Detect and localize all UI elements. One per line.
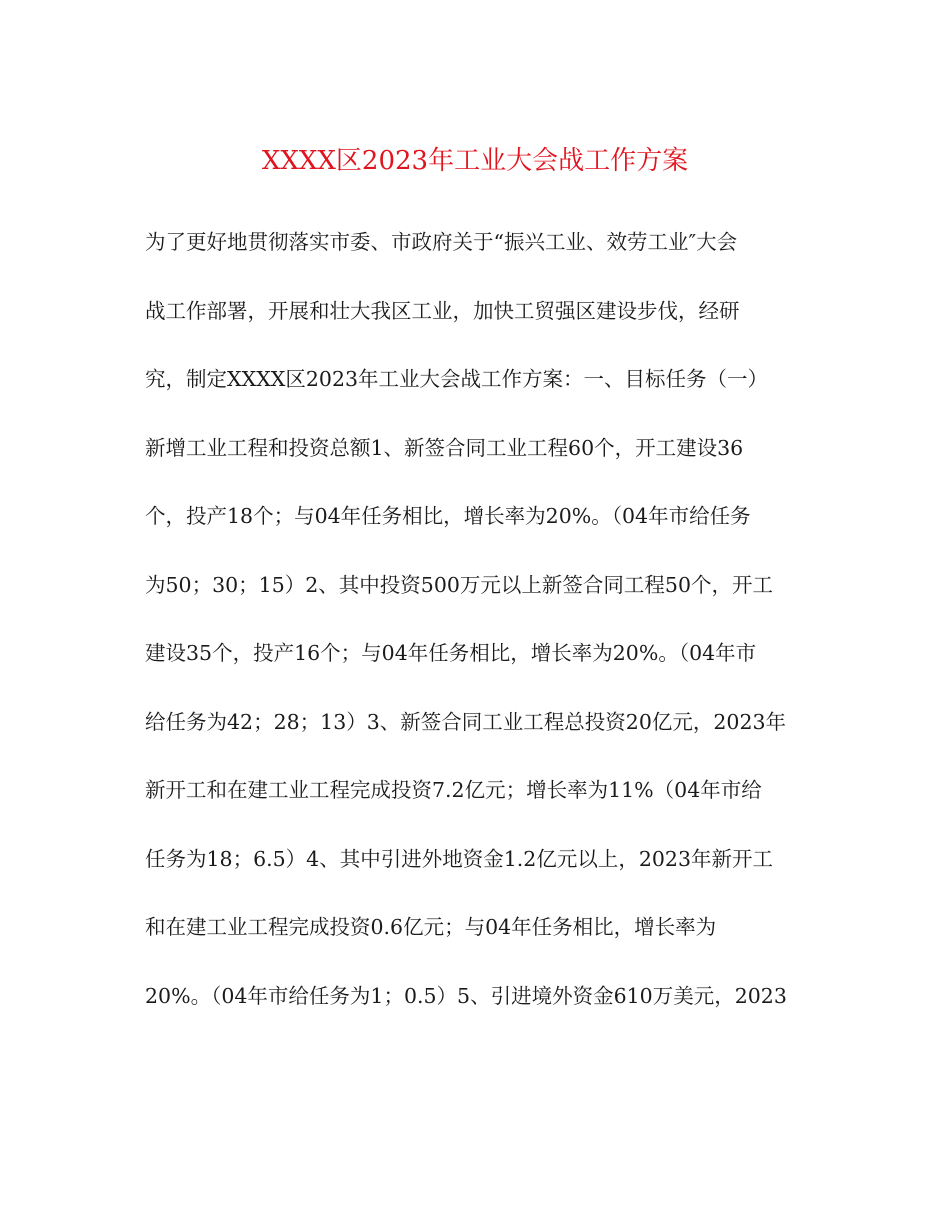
document-body [145,222,810,1044]
body-line: 新增工业工程和投资总额1、新签合同工业工程60个，开工建设36 [145,435,744,460]
body-line: 任务为18；6.5）4、其中引进外地资金1.2亿元以上，2023年新开工 [145,846,774,871]
document-title: XXXX区2023年工业大会战工作方案 [261,146,689,176]
body-line: 个，投产18个；与04年任务相比，增长率为20%。（04年市给任务 [145,504,751,528]
body-line: 战工作部署，开展和壮大我区工业，加快工贸强区建设步伐，经研 [145,298,740,323]
body-line: 建设35个，投产16个；与04年任务相比，增长率为20%。（04年市 [145,641,757,665]
body-line: 20%。（04年市给任务为1；0.5）5、引进境外资金610万美元，2023 [145,983,787,1008]
body-line: 究，制定XXXX区2023年工业大会战工作方案：一、目标任务（一） [145,367,769,391]
body-line: 和在建工业工程完成投资0.6亿元；与04年任务相比，增长率为 [145,915,717,939]
body-line: 为了更好地贯彻落实市委、市政府关于“振兴工业、效劳工业″大会 [145,230,738,254]
body-line: 给任务为42；28；13）3、新签合同工业工程总投资20亿元，2023年 [145,709,787,734]
body-line: 为50；30；15）2、其中投资500万元以上新签合同工程50个，开工 [145,572,774,597]
body-line: 新开工和在建工业工程完成投资7.2亿元；增长率为11%（04年市给 [145,778,762,802]
